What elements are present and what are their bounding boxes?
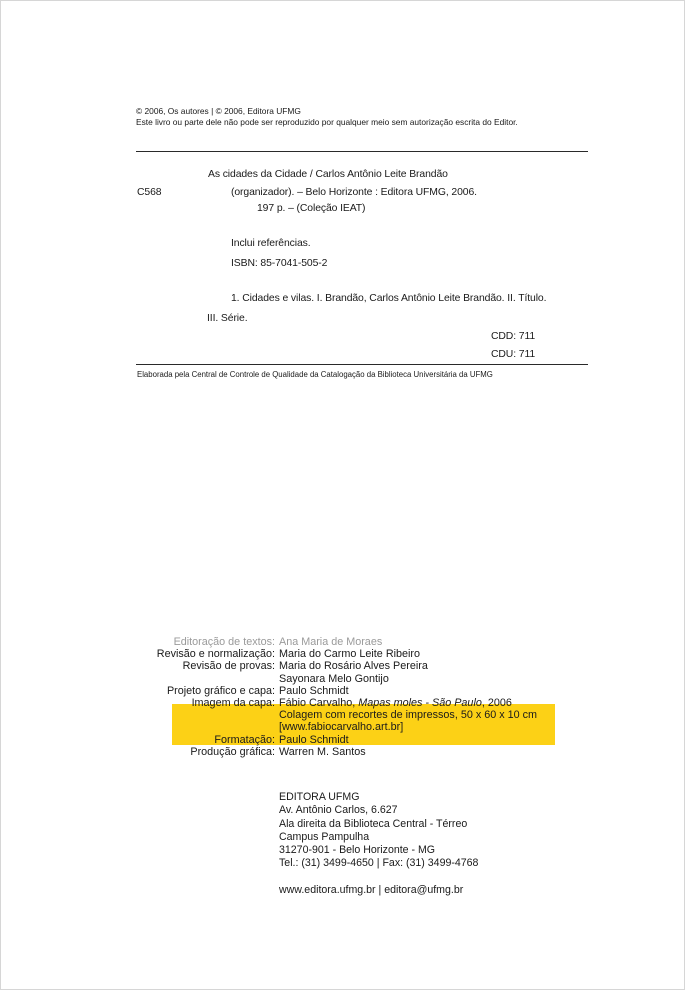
credit-label: Revisão de provas: — [182, 660, 275, 673]
catalog-imprint: (organizador). – Belo Horizonte : Editora UFMG, 2006. — [231, 187, 477, 198]
copyright-notice: Este livro ou parte dele não pode ser reproduzido por qualquer meio sem autorização escrita do Editor. — [136, 117, 518, 127]
credit-value: Ana Maria de Moraes — [279, 636, 383, 648]
credit-value: [www.fabiocarvalho.art.br] — [279, 721, 404, 734]
credit-row — [136, 697, 566, 709]
credit-label: Formatação: — [214, 733, 275, 746]
catalog-notes: Inclui referências. — [231, 238, 311, 249]
credit-value: Maria do Rosário Alves Pereira — [279, 660, 428, 673]
credit-row — [136, 746, 566, 758]
credit-value: Colagem com recortes de impressos, 50 x 60 x 10 cm — [279, 709, 538, 722]
catalog-title: As cidades da Cidade / Carlos Antônio Leite Brandão — [208, 169, 448, 180]
credit-label: Editoração de textos: — [173, 636, 275, 648]
publisher-phone: Tel.: (31) 3499-4650 | Fax: (31) 3499-4768 — [279, 857, 479, 870]
publisher-web: www.editora.ufmg.br | editora@ufmg.br — [279, 883, 464, 896]
cover-year: , 2006 — [481, 696, 512, 709]
catalog-collation: 197 p. – (Coleção IEAT) — [257, 203, 366, 214]
credit-value: Maria do Carmo Leite Ribeiro — [279, 648, 421, 661]
credit-value: Warren M. Santos — [279, 745, 366, 758]
catalog-bottom-rule — [136, 364, 588, 365]
credit-row — [136, 673, 566, 685]
credit-row — [136, 660, 566, 672]
credit-label: Produção gráfica: — [190, 745, 275, 758]
credits-block — [136, 636, 566, 758]
credit-row — [136, 721, 566, 733]
catalog-cdu: CDU: 711 — [491, 349, 536, 360]
credit-row — [136, 709, 566, 721]
credit-row — [136, 734, 566, 746]
call-number: C568 — [137, 187, 162, 198]
credit-value: Paulo Schmidt — [279, 684, 349, 697]
catalog-series: III. Série. — [207, 313, 248, 324]
catalog-cdd: CDD: 711 — [491, 331, 536, 342]
credit-row — [136, 685, 566, 697]
credit-row — [136, 648, 566, 660]
copyright-line: © 2006, Os autores | © 2006, Editora UFMG — [136, 106, 301, 116]
credit-label: Projeto gráfico e capa: — [166, 684, 275, 697]
catalog-isbn: ISBN: 85-7041-505-2 — [231, 258, 328, 269]
credit-value — [279, 697, 512, 709]
publisher-block — [279, 791, 478, 897]
cover-artist: Fábio Carvalho, — [279, 696, 359, 709]
publisher-address: 31270-901 - Belo Horizonte - MG — [279, 844, 436, 857]
catalog-top-rule — [136, 151, 588, 152]
cover-artwork-title: Mapas moles - São Paulo — [358, 696, 482, 709]
credit-value: Sayonara Melo Gontijo — [279, 672, 389, 685]
publisher-address: Av. Antônio Carlos, 6.627 — [279, 804, 398, 817]
catalog-subjects: 1. Cidades e vilas. I. Brandão, Carlos Antônio Leite Brandão. II. Título. — [231, 293, 547, 304]
publisher-address: Campus Pampulha — [279, 830, 370, 843]
credit-row — [136, 636, 566, 648]
publisher-address: Ala direita da Biblioteca Central - Térreo — [279, 817, 468, 830]
credit-label: Revisão e normalização: — [156, 648, 275, 661]
catalog-elaborated-by: Elaborada pela Central de Controle de Qualidade da Catalogação da Biblioteca Universitária da UFMG — [137, 370, 493, 379]
credit-value: Paulo Schmidt — [279, 733, 349, 746]
credit-label: Imagem da capa: — [191, 696, 275, 709]
publisher-name: EDITORA UFMG — [279, 791, 360, 803]
